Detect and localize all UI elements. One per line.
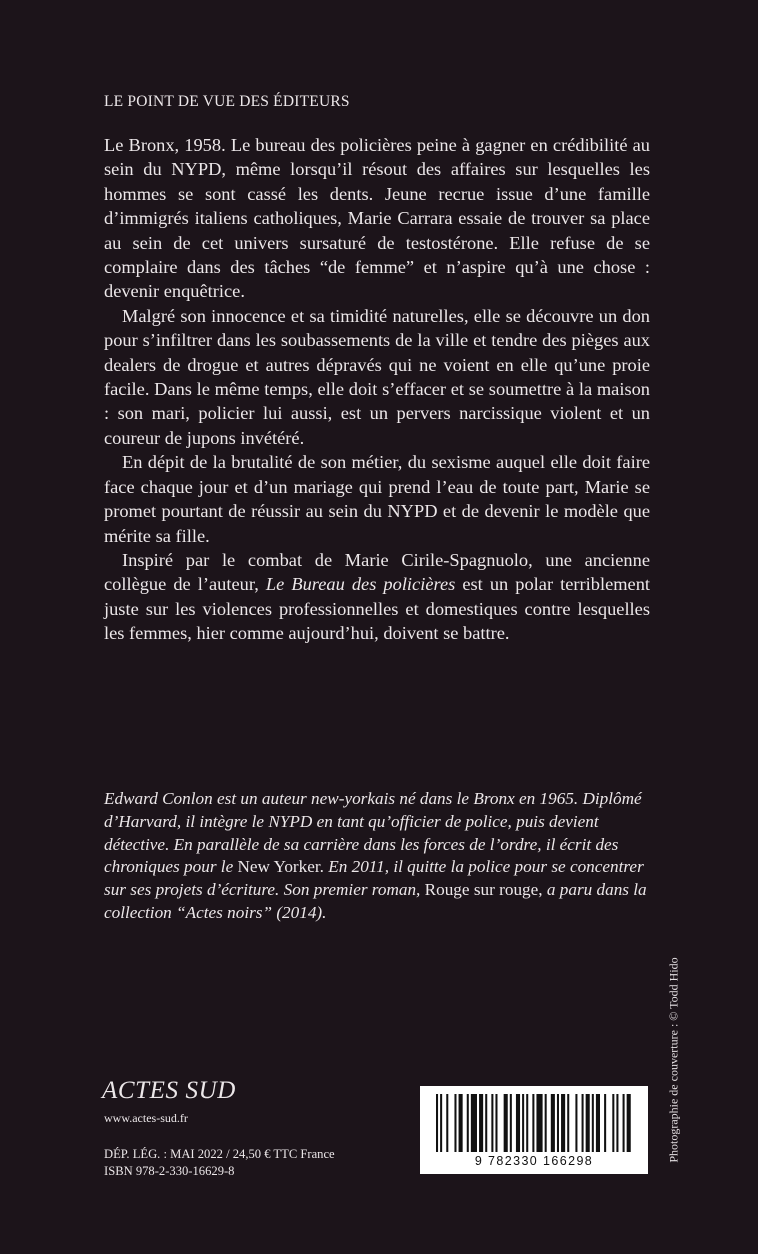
barcode-bar: [467, 1094, 469, 1152]
barcode-bar: [479, 1094, 483, 1152]
bio-part-2: En 2011, il quitte la police pour se concentrer sur ses projets d’écriture. Son premier roman,: [104, 857, 644, 900]
barcode-bar: [557, 1094, 559, 1152]
barcode-bar: [567, 1094, 569, 1152]
blurb-p4-start: Inspiré par le combat de Marie Cirile-Spagnuolo, une ancienne collègue de l’auteur,: [104, 549, 650, 595]
legal-line-isbn: ISBN 978-2-330-16629-8: [104, 1164, 235, 1178]
bio-novel: Rouge sur rouge,: [424, 880, 543, 900]
barcode-bar: [522, 1094, 524, 1152]
author-bio: [104, 788, 650, 925]
barcode-bar: [596, 1094, 600, 1152]
barcode-bar: [623, 1094, 625, 1152]
bio-part-1: Edward Conlon est un auteur new-yorkais né dans le Bronx en 1965. Diplômé d’Harvard, il intègre le NYPD en tant qu’officier de police, puis devient détective. En parallèle de sa carrière dans les forces de l’ordre, il écrit des chroniques pour le: [104, 789, 642, 877]
section-title: LE POINT DE VUE DES ÉDITEURS: [104, 93, 350, 110]
barcode-bar: [440, 1094, 442, 1152]
barcode-bar: [561, 1094, 565, 1152]
legal-line-price: DÉP. LÉG. : MAI 2022 / 24,50 € TTC France: [104, 1147, 335, 1161]
photo-credit: [664, 940, 684, 1180]
barcode-bar: [485, 1094, 487, 1152]
blurb: [104, 133, 650, 646]
barcode-bar: [616, 1094, 618, 1152]
barcode-bar: [586, 1094, 590, 1152]
barcode-bar: [551, 1094, 555, 1152]
barcode-bar: [526, 1094, 528, 1152]
publisher-website: www.actes-sud.fr: [104, 1111, 188, 1125]
barcode-bar: [504, 1094, 508, 1152]
bio-magazine: New Yorker.: [237, 857, 324, 877]
barcode-digits: 9 782330 166298: [474, 1154, 594, 1168]
book-title: Le Bureau des policières: [265, 574, 456, 595]
barcode-bar: [491, 1094, 493, 1152]
barcode-bar: [495, 1094, 497, 1152]
barcode-bar: [532, 1094, 534, 1152]
barcode-bar: [446, 1094, 448, 1152]
barcode-bar: [612, 1094, 614, 1152]
barcode-bar: [454, 1094, 456, 1152]
barcode-bar: [510, 1094, 512, 1152]
publisher-logo: ACTES SUD: [102, 1077, 236, 1104]
barcode-bar: [575, 1094, 577, 1152]
blurb-p4-end: est un polar terriblement juste sur les violences professionnelles et domestiques contre lesquelles les femmes, hier comme aujourd’hui, doivent se battre.: [104, 574, 650, 644]
legal-info: [104, 1146, 335, 1180]
barcode-bar: [582, 1094, 584, 1152]
blurb-paragraph-2: Malgré son innocence et sa timidité naturelles, elle se découvre un don pour s’infiltrer dans les soubassements de la ville et tendre des pièges aux dealers de drogue et autres dépravés qui ne voient en elle qu’une proie facile. Dans le même temps, elle doit s’effacer et se soumettre à la maison : son mari, policier lui aussi, est un pervers narcissique violent et un coureur de jupons invétéré.: [104, 305, 650, 448]
barcode-bars: [432, 1094, 636, 1152]
barcode-bar: [536, 1094, 542, 1152]
barcode-bar: [471, 1094, 477, 1152]
photo-credit-text: Photographie de couverture : © Todd Hido: [666, 957, 681, 1163]
barcode: [420, 1086, 648, 1174]
barcode-bar: [604, 1094, 606, 1152]
bio-part-3: a paru dans la collection “Actes noirs” (2014).: [104, 880, 647, 922]
blurb-paragraph-3: En dépit de la brutalité de son métier, du sexisme auquel elle doit faire face chaque jour et d’un mariage qui prend l’eau de toute part, Marie se promet pourtant de réussir au sein du NYPD et de devenir le modèle que mérite sa fille.: [104, 452, 650, 546]
barcode-bar: [545, 1094, 547, 1152]
blurb-paragraph-4: [104, 548, 650, 646]
barcode-bar: [516, 1094, 520, 1152]
barcode-bar: [627, 1094, 631, 1152]
barcode-bar: [436, 1094, 438, 1152]
barcode-bar: [459, 1094, 463, 1152]
blurb-paragraph-1: Le Bronx, 1958. Le bureau des policières peine à gagner en crédibilité au sein du NYPD, même lorsqu’il résout des affaires sur lesquelles les hommes se sont cassé les dents. Jeune recrue issue d’une famille d’immigrés italiens catholiques, Marie Carrara essaie de trouver sa place au sein de cet univers sursaturé de testostérone. Elle refuse de se complaire dans des tâches “de femme” et n’aspire qu’à une chose : devenir enquêtrice.: [104, 135, 650, 302]
barcode-bar: [592, 1094, 594, 1152]
